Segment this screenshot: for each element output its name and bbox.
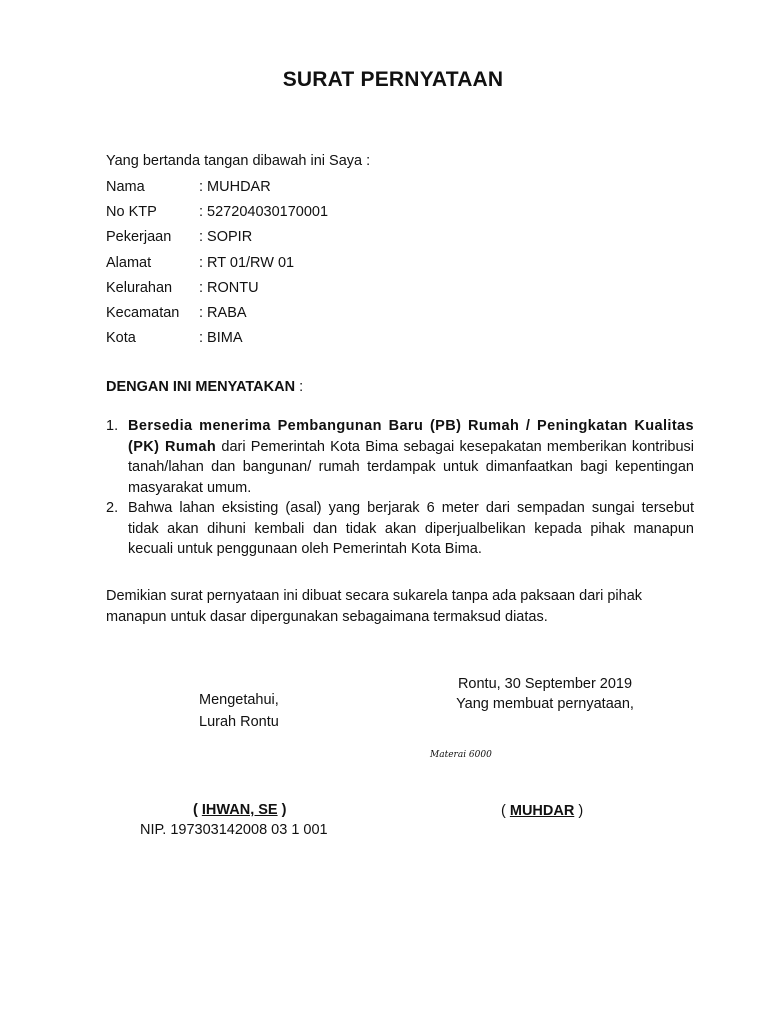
field-row-pekerjaan [106,227,328,252]
left-signatory-name: IHWAN, SE [201,802,278,818]
statement-text [128,498,694,560]
statement-number: 1. [106,418,119,434]
acknowledge-label: Mengetahui, [199,692,279,708]
acknowledge-role: Lurah Rontu [199,714,279,730]
right-signatory [501,803,583,819]
declaration-heading-suffix: : [295,379,304,395]
materai-stamp-note: Materai 6000 [430,750,492,760]
field-value: : 527204030170001 [199,204,329,221]
field-label: Nama [106,179,145,195]
intro-text: Yang bertanda tangan dibawah ini Saya : [106,153,371,169]
field-label: Alamat [106,254,152,271]
field-label: Kota [106,330,136,347]
field-value: : RT 01/RW 01 [199,254,295,271]
statement-bold-text: Bersedia menerima Pembangunan Baru (PB) Rumah / Peningkatan Kualitas (PK) Rumah [128,418,694,455]
field-label: Kelurahan [106,279,173,296]
document-title: SURAT PERNYATAAN [282,68,504,91]
statement-item [106,416,694,498]
field-value: : SOPIR [199,229,253,246]
field-row-no-ktp [106,202,328,227]
paren-open: ( [501,803,510,819]
statement-body-text: Bahwa lahan eksisting (asal) yang berjarak 6 meter dari sempadan sungai tersebut tidak akan dihuni kembali dan tidak akan diperjualbelikan kepada pihak manapun kecuali untuk penggunaan oleh Pemerintah Kota Bima. [128,500,694,557]
field-row-kecamatan [106,303,328,328]
paren-close: ) [574,803,584,819]
statement-text [128,416,694,498]
field-value: : RABA [199,304,247,321]
field-label: Pekerjaan [106,229,172,246]
paren-close: ) [277,802,287,818]
field-value: : RONTU [199,279,259,296]
declaration-heading-text: DENGAN INI MENYATAKAN [106,379,296,395]
field-label: Kecamatan [106,304,180,321]
field-label: No KTP [106,204,157,221]
right-signatory-name: MUHDAR [509,803,575,819]
field-value: : MUHDAR [199,179,271,195]
field-row-nama [106,177,328,202]
left-signatory [193,802,286,818]
maker-label: Yang membuat pernyataan, [456,696,634,712]
statement-body-text: dari Pemerintah Kota Bima sebagai kesepakatan memberikan kontribusi tanah/lahan dan bangunan/ rumah terdampak untuk dimanfaatkan bagi kepentingan masyarakat umum. [128,438,694,496]
field-row-kota [106,328,328,353]
statement-item [106,498,694,560]
closing-paragraph: Demikian surat pernyataan ini dibuat secara sukarela tanpa ada paksaan dari pihak manapun untuk dasar dipergunakan sebagaimana termaksud diatas. [106,588,643,625]
declaration-heading [106,379,303,395]
paren-open: ( [193,802,202,818]
field-value: : BIMA [199,330,243,347]
identity-fields [106,177,328,353]
field-row-kelurahan [106,278,328,303]
statement-number: 2. [106,500,119,516]
statement-list [106,416,694,560]
field-row-alamat [106,253,328,278]
left-signatory-nip: NIP. 197303142008 03 1 001 [140,822,328,838]
place-date: Rontu, 30 September 2019 [457,676,633,692]
